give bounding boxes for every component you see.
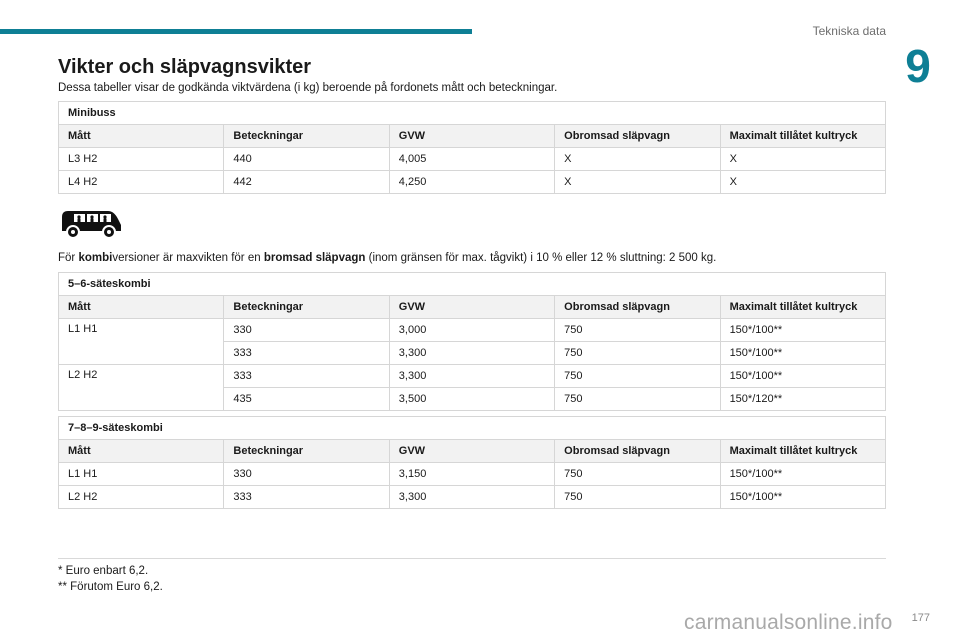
table-cell: 333 [224, 486, 389, 509]
table-cell: 3,300 [389, 365, 554, 388]
table-cell: 3,300 [389, 486, 554, 509]
table-cell: 150*/100** [720, 319, 885, 342]
table-caption: 7–8–9-säteskombi [59, 417, 886, 440]
column-header: Obromsad släpvagn [555, 440, 720, 463]
table-row [59, 463, 886, 486]
table-cell: 333 [224, 342, 389, 365]
table-header-row [59, 440, 886, 463]
column-header: Obromsad släpvagn [555, 296, 720, 319]
table-cell: 150*/100** [720, 486, 885, 509]
table-cell: 442 [224, 171, 389, 194]
watermark: carmanualsonline.info [684, 611, 893, 634]
footnote: * Euro enbart 6,2. [58, 565, 149, 577]
table-cell: X [720, 148, 885, 171]
table-cell: 150*/100** [720, 365, 885, 388]
table-header-row [59, 296, 886, 319]
table-cell: 435 [224, 388, 389, 411]
footnote-divider [58, 558, 886, 559]
table-cell: 3,500 [389, 388, 554, 411]
table-cell: 150*/100** [720, 342, 885, 365]
table-header-row [59, 125, 886, 148]
table-caption: Minibuss [59, 102, 886, 125]
note-text: För [58, 252, 79, 264]
column-header: Mått [59, 440, 224, 463]
page-title: Vikter och släpvagnsvikter [58, 56, 312, 78]
page-number: 177 [911, 612, 930, 624]
table-cell: 4,250 [389, 171, 554, 194]
table-row [59, 486, 886, 509]
table-cell: L1 H1 [59, 463, 224, 486]
table-cell: X [555, 148, 720, 171]
table-cell: L3 H2 [59, 148, 224, 171]
column-header: GVW [389, 296, 554, 319]
footnote: ** Förutom Euro 6,2. [58, 581, 163, 593]
section-label: Tekniska data [812, 24, 886, 38]
table-cell: 3,150 [389, 463, 554, 486]
note-bold: bromsad släpvagn [263, 252, 366, 264]
column-header: Maximalt tillåtet kultryck [720, 296, 885, 319]
note-text: (inom gränsen för max. tågvikt) i 10 % eller 12 % sluttning: 2 500 kg. [365, 252, 717, 264]
table-cell: L2 H2 [59, 365, 224, 411]
column-header: GVW [389, 440, 554, 463]
table-cell: 440 [224, 148, 389, 171]
header-accent-bar [0, 29, 472, 34]
column-header: Maximalt tillåtet kultryck [720, 440, 885, 463]
column-header: Beteckningar [224, 296, 389, 319]
note-bold: kombi [78, 252, 113, 264]
table-cell: 750 [555, 342, 720, 365]
table-kombi-7-8-9 [58, 416, 886, 509]
column-header: Maximalt tillåtet kultryck [720, 125, 885, 148]
table-cell: X [555, 171, 720, 194]
table-cell: X [720, 171, 885, 194]
table-cell: 3,300 [389, 342, 554, 365]
table-cell: 4,005 [389, 148, 554, 171]
minibus-passenger-icon [58, 205, 124, 241]
table-row [59, 171, 886, 194]
column-header: Beteckningar [224, 125, 389, 148]
table-cell: 3,000 [389, 319, 554, 342]
column-header: GVW [389, 125, 554, 148]
note-text: versioner är maxvikten för en [112, 252, 264, 264]
table-cell: 750 [555, 463, 720, 486]
table-cell: L1 H1 [59, 319, 224, 365]
table-cell: 750 [555, 388, 720, 411]
table-cell: 750 [555, 319, 720, 342]
table-kombi-5-6 [58, 272, 886, 411]
column-header: Beteckningar [224, 440, 389, 463]
column-header: Obromsad släpvagn [555, 125, 720, 148]
table-cell: 750 [555, 486, 720, 509]
table-cell: 150*/100** [720, 463, 885, 486]
chapter-number: 9 [905, 40, 931, 92]
column-header: Mått [59, 296, 224, 319]
column-header: Mått [59, 125, 224, 148]
table-cell: 330 [224, 319, 389, 342]
kombi-note [58, 252, 716, 264]
table-cell: L4 H2 [59, 171, 224, 194]
table-row [59, 148, 886, 171]
table-minibuss [58, 101, 886, 194]
intro-text: Dessa tabeller visar de godkända viktvärdena (i kg) beroende på fordonets mått och beteckningar. [58, 82, 558, 94]
table-cell: L2 H2 [59, 486, 224, 509]
table-row [59, 319, 886, 342]
table-cell: 330 [224, 463, 389, 486]
table-cell: 333 [224, 365, 389, 388]
table-caption: 5–6-säteskombi [59, 273, 886, 296]
table-cell: 150*/120** [720, 388, 885, 411]
table-cell: 750 [555, 365, 720, 388]
table-row [59, 365, 886, 388]
